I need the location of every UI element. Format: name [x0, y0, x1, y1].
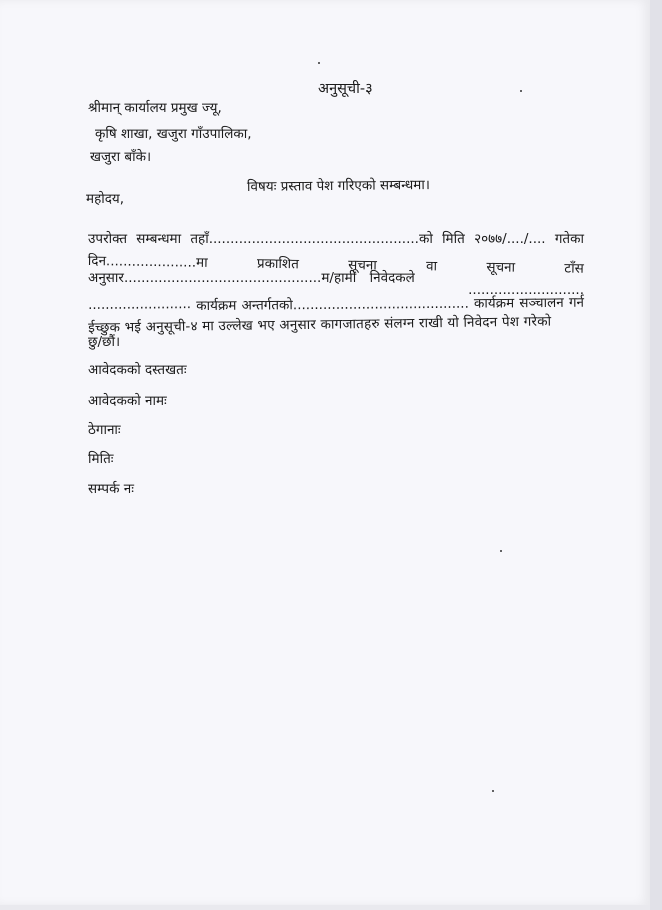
address-line: खजुरा बाँके।: [90, 149, 152, 165]
address-line: श्रीमान् कार्यालय प्रमुख ज्यू,: [88, 100, 222, 116]
subject-line: विषयः प्रस्ताव पेश गरिएको सम्बन्धमा।: [246, 177, 430, 195]
body-word: कार्यक्रम: [196, 297, 237, 315]
body-word: सञ्चालन: [519, 294, 564, 312]
paper-speck: [520, 90, 522, 92]
field-address: ठेगानाः: [88, 422, 121, 438]
body-word: तहाँ.................................................को: [190, 231, 433, 247]
body-word: दिन.....................मा: [87, 252, 208, 271]
body-word: टाँस: [564, 260, 584, 277]
annex-heading: अनुसूची-३: [318, 81, 373, 97]
body-word: कार्यक्रम: [473, 295, 515, 312]
paper-edge: [650, 0, 662, 910]
body-word: सम्बन्धमा: [136, 231, 182, 247]
body-word: ...........................: [468, 282, 584, 298]
body-line: छु/छौं।: [88, 334, 121, 350]
body-line: [88, 229, 584, 247]
body-word: गतेका: [554, 231, 584, 247]
body-word: २०७७/..../....: [474, 231, 546, 247]
field-name: आवेदकको नामः: [88, 393, 167, 409]
body-word: प्रकाशित: [256, 255, 299, 273]
salutation: महोदय,: [86, 191, 125, 207]
body-word: निवेदकले: [369, 270, 415, 286]
paper-speck: [318, 62, 320, 64]
body-word: उपरोक्त: [88, 231, 128, 247]
body-word: सूचना: [348, 257, 377, 274]
body-word: गर्न: [568, 294, 585, 311]
body-word: वा: [425, 258, 438, 275]
paper-speck: [500, 550, 502, 552]
body-word: मिति: [442, 231, 465, 247]
body-line: ईच्छुक भई अनुसूची-४ मा उल्लेख भए अनुसार कागजातहरु संलग्न राखी यो निवेदन पेश गरेको: [88, 313, 552, 336]
body-word: सूचना: [486, 259, 516, 276]
address-line: कृषि शाखा, खजुरा गाँउपालिका,: [95, 126, 252, 142]
paper-speck: [492, 790, 494, 792]
field-date: मितिः: [88, 451, 114, 467]
field-signature: आवेदकको दस्तखतः: [88, 362, 187, 378]
body-word: अन्तर्गतको.........................................: [241, 295, 469, 314]
body-word: ........................: [88, 296, 192, 313]
field-contact: सम्पर्क नः: [88, 481, 134, 497]
body-word: अनुसार..............................................म/हामी: [88, 270, 357, 286]
